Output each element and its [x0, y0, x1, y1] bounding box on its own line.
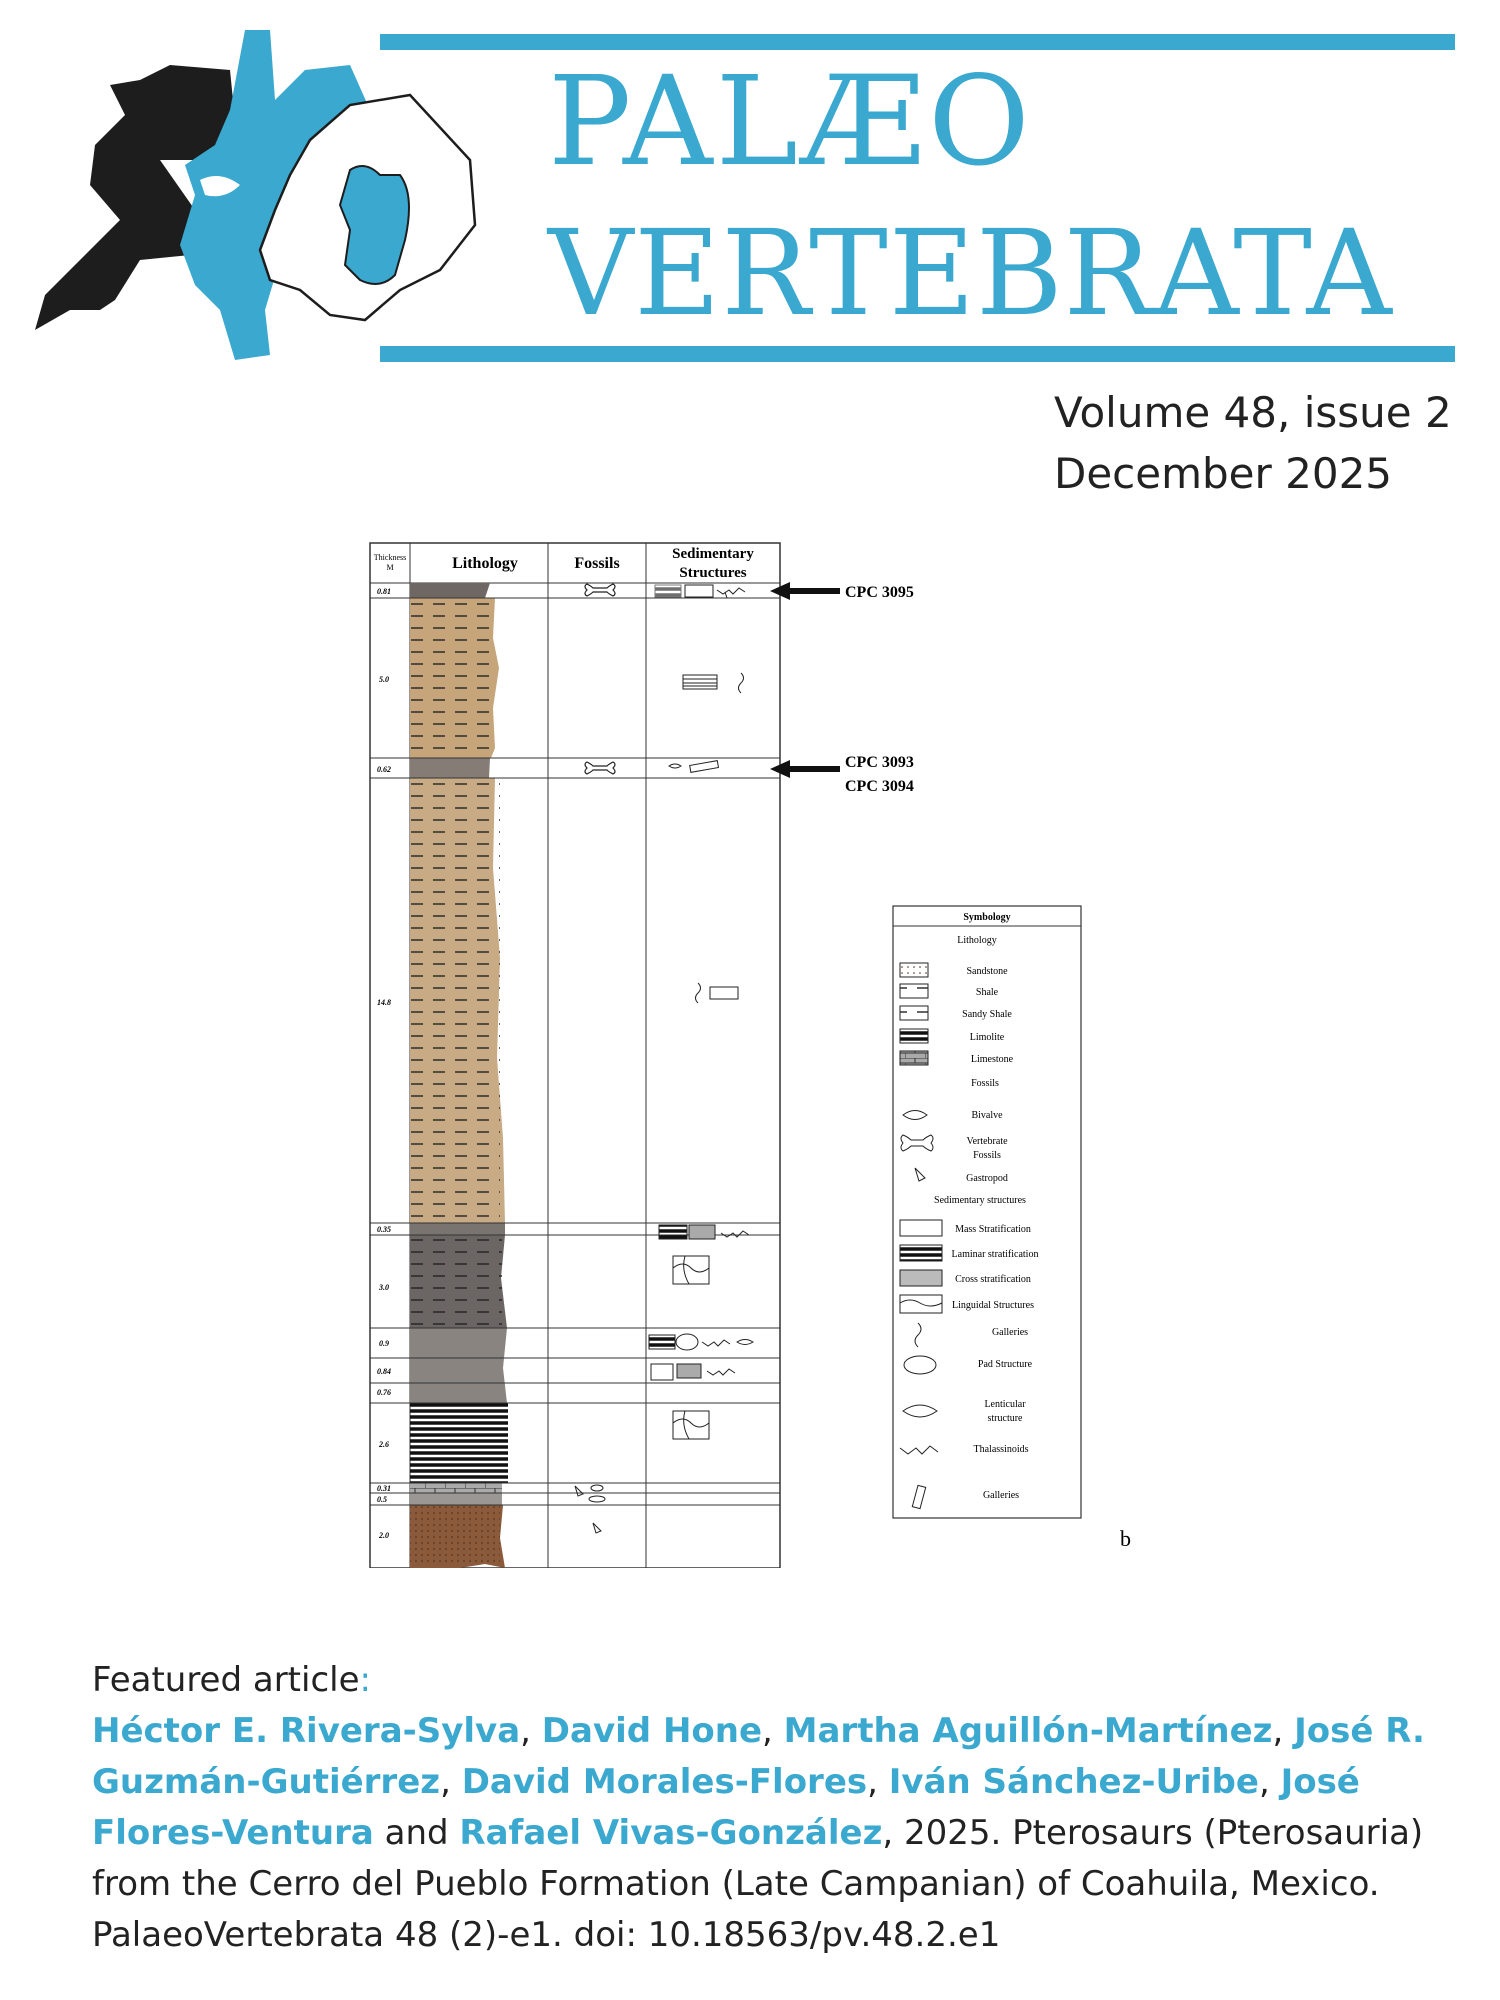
featured-colon: :	[359, 1660, 371, 1700]
galleries-icon	[690, 761, 719, 773]
author-separator: ,	[520, 1711, 542, 1751]
legend-limolite: Limolite	[969, 1032, 1005, 1043]
bed-0.62	[410, 758, 490, 778]
header-lithology: Lithology	[452, 555, 518, 572]
legend-sandy-shale: Sandy Shale	[962, 1009, 1012, 1020]
author-separator: ,	[762, 1711, 784, 1751]
header-rule-bottom	[380, 346, 1455, 362]
journal-title-line1: PALÆO	[548, 50, 1033, 194]
thickness-2: 0.62	[377, 765, 391, 774]
author-link[interactable]: Martha Aguillón-Martínez	[783, 1711, 1273, 1751]
author-link[interactable]: David Hone	[541, 1711, 763, 1751]
author-link[interactable]: José Flores-Ventura	[92, 1762, 1360, 1853]
lenticular-icon	[737, 1340, 753, 1345]
header-structures: Structures	[679, 565, 747, 581]
journal-logo	[20, 10, 480, 365]
laminar-stratification-icon	[683, 675, 717, 689]
bed-0.35	[410, 1223, 505, 1235]
thickness-4: 0.35	[377, 1225, 391, 1234]
cross-stratification-icon	[689, 1225, 715, 1239]
thickness-9: 2.6	[379, 1440, 389, 1449]
thalassinoids-icon	[707, 1369, 735, 1375]
bed-14.8-pattern	[410, 778, 500, 1223]
legend-lenticular: Lenticular	[984, 1399, 1026, 1410]
author-link[interactable]: Rafael Vivas-González	[459, 1813, 883, 1853]
author-separator: ,	[440, 1762, 462, 1802]
author-link[interactable]: Héctor E. Rivera-Sylva	[92, 1711, 521, 1751]
legend-bivalve: Bivalve	[971, 1110, 1003, 1121]
header-thickness: Thickness	[373, 553, 407, 562]
vertebrate-fossil-icon	[585, 584, 615, 774]
thickness-6: 0.9	[379, 1339, 389, 1348]
issue-date: December 2025	[1054, 449, 1393, 498]
bed-2.6	[410, 1403, 508, 1483]
stratigraphic-column-figure	[365, 538, 1265, 1568]
bed-0.81	[410, 583, 490, 598]
legend-gastropod: Gastropod	[966, 1173, 1008, 1184]
featured-label: Featured article	[92, 1660, 360, 1700]
linguidal-structures-icon	[673, 1411, 709, 1439]
galleries-icon	[739, 673, 744, 693]
mass-stratification-icon	[710, 987, 738, 999]
header-rule-top	[380, 34, 1455, 50]
bed-2.0-pattern	[410, 1505, 500, 1565]
author-separator: ,	[1258, 1762, 1281, 1802]
thalassinoids-icon	[717, 588, 745, 598]
legend-vertebrate: Vertebrate	[966, 1136, 1008, 1147]
limolite-swatch-icon	[900, 1029, 928, 1043]
legend-linguidal: Linguidal Structures	[952, 1300, 1034, 1311]
thalassinoids-icon	[721, 1231, 749, 1237]
gastropod-icon	[593, 1523, 601, 1533]
citation-text: , 2025. Pterosaurs (Pterosauria) from the Cerro del Pueblo Formation (Late Campanian) of Coahuila, Mexico. PalaeoVertebrata 48 (2)-e1. doi: 10.18563/pv.48.2.e1	[92, 1813, 1424, 1955]
header-sedimentary: Sedimentary	[672, 546, 754, 562]
panel-label: b	[1120, 1526, 1131, 1551]
thickness-0: 0.81	[377, 587, 391, 596]
thickness-8: 0.76	[377, 1388, 391, 1397]
limestone-swatch-icon	[900, 1051, 928, 1065]
sandstone-swatch-icon	[900, 963, 928, 977]
thickness-3: 14.8	[377, 998, 391, 1007]
shale-swatch-icon	[900, 984, 928, 998]
header-thickness-unit: M	[386, 563, 394, 572]
sandy-shale-swatch-icon	[900, 1006, 928, 1020]
journal-title-line2: VERTEBRATA	[548, 204, 1393, 342]
author-link[interactable]: David Morales-Flores	[461, 1762, 868, 1802]
pad-structure-icon	[676, 1334, 698, 1350]
thickness-5: 3.0	[379, 1283, 389, 1292]
thickness-12: 2.0	[379, 1531, 389, 1540]
thickness-10: 0.31	[377, 1484, 391, 1493]
lenticular-icon	[669, 764, 681, 768]
laminar-strat-swatch-icon	[900, 1245, 942, 1261]
legend-mass-strat: Mass Stratification	[955, 1224, 1031, 1235]
author-separator: ,	[1272, 1711, 1295, 1751]
bed-5.0-pattern	[410, 598, 495, 758]
legend-lenticular-structure: structure	[987, 1413, 1023, 1424]
author-separator: ,	[867, 1762, 889, 1802]
legend-vertebrate-fossils: Fossils	[973, 1150, 1001, 1161]
legend-galleries-2: Galleries	[982, 1490, 1020, 1501]
bivalve-icon	[591, 1485, 603, 1491]
bivalve-icon	[589, 1496, 605, 1502]
legend-title: Symbology	[963, 912, 1011, 923]
legend-cross-strat: Cross stratification	[955, 1274, 1031, 1285]
legend-sandstone: Sandstone	[966, 966, 1008, 977]
legend-pad-structure: Pad Structure	[977, 1359, 1033, 1370]
author-link[interactable]: José R. Guzmán-Gutiérrez	[92, 1711, 1425, 1802]
legend-fossils-heading: Fossils	[971, 1078, 999, 1089]
laminar-stratification-icon	[649, 1335, 675, 1349]
linguidal-structures-icon	[673, 1256, 709, 1284]
legend-limestone: Limestone	[970, 1054, 1014, 1065]
bed-3.0-pattern	[410, 1235, 502, 1328]
bed-0.31	[410, 1483, 502, 1493]
cross-stratification-icon	[655, 585, 681, 597]
thalassinoids-icon	[702, 1340, 730, 1346]
issue-info	[1054, 382, 1452, 504]
legend-shale: Shale	[975, 987, 999, 998]
specimen-label-cpc3095: CPC 3095	[845, 584, 914, 601]
specimen-label-cpc3093: CPC 3093	[845, 754, 914, 771]
cross-strat-swatch-icon	[900, 1270, 942, 1286]
cross-stratification-icon	[677, 1364, 701, 1378]
volume-issue: Volume 48, issue 2	[1054, 388, 1452, 437]
legend-galleries: Galleries	[991, 1327, 1029, 1338]
thickness-1: 5.0	[379, 675, 389, 684]
legend-thalassinoids: Thalassinoids	[973, 1444, 1029, 1455]
legend-laminar-strat: Laminar stratification	[951, 1249, 1039, 1260]
author-and: and	[373, 1813, 460, 1853]
thickness-7: 0.84	[377, 1367, 391, 1376]
thickness-11: 0.5	[377, 1495, 387, 1504]
header-fossils: Fossils	[574, 555, 620, 572]
bed-0.5	[410, 1493, 502, 1505]
linguidal-structures-icon	[651, 1364, 673, 1380]
legend-sed-heading: Sedimentary structures	[934, 1195, 1026, 1206]
laminar-stratification-icon	[659, 1225, 687, 1239]
galleries-icon	[696, 983, 701, 1003]
legend-lithology-heading: Lithology	[957, 935, 997, 946]
bed-0.9-0.76	[410, 1328, 507, 1403]
featured-article	[92, 1655, 1432, 1961]
mass-stratification-icon	[685, 585, 713, 597]
specimen-label-cpc3094: CPC 3094	[845, 778, 914, 795]
gastropod-icon	[575, 1486, 583, 1496]
author-link[interactable]: Iván Sánchez-Uribe	[888, 1762, 1259, 1802]
